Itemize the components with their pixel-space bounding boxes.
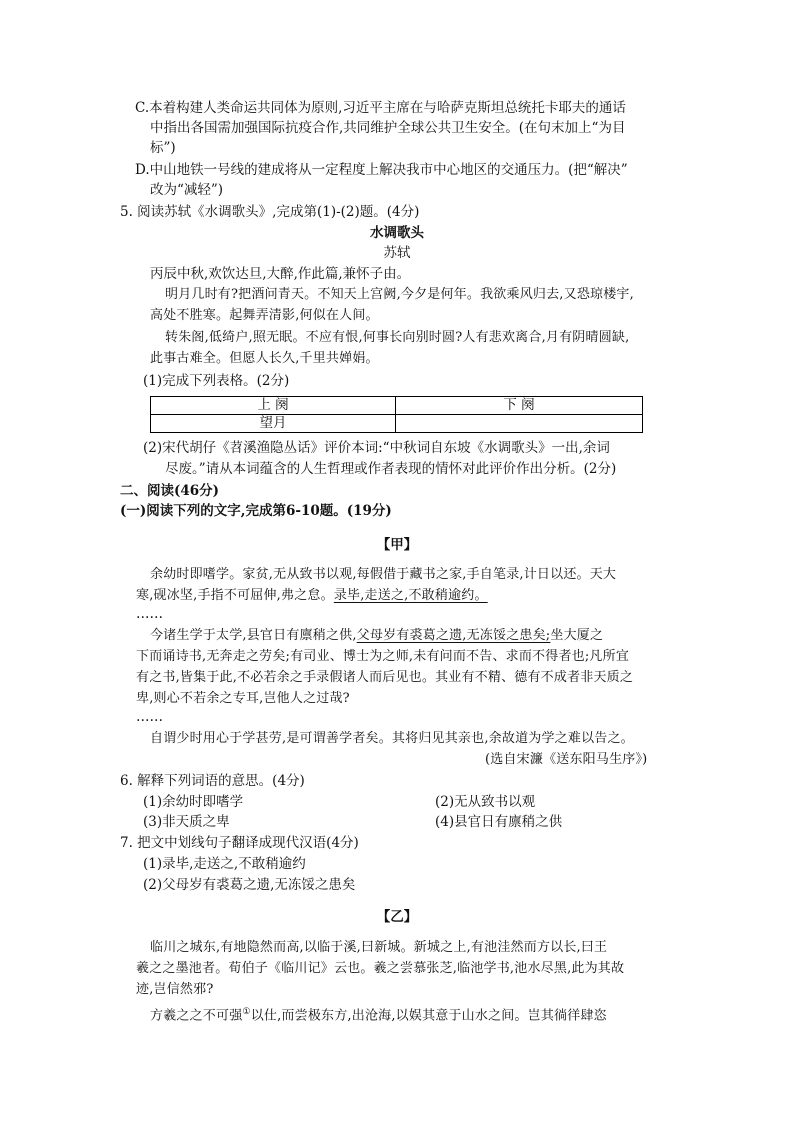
table-header-left: 上 阕 (151, 397, 396, 415)
footnote-marker: ① (242, 1007, 251, 1017)
q6-item3: (3)非天质之卑 (143, 814, 230, 830)
jia-p2-line3: 有之书,皆集于此,不必若余之手录假诸人而后见也。其业有不精、德有不成者非天质之 (136, 670, 634, 685)
poem-title: 水调歌头 (370, 225, 424, 241)
jia-p2-line1-c: 坐大厦之 (550, 628, 604, 643)
q7-stem: 7. 把文中划线句子翻译成现代汉语(4分) (120, 835, 359, 851)
jia-p2-line2: 下而诵诗书,无奔走之劳矣;有司业、博士为之师,未有问而不告、求而不得者也;凡所宜 (136, 649, 630, 664)
section2-part1: (一)阅读下列的文字,完成第6-10题。(19分) (120, 503, 392, 519)
q5-sub1: (1)完成下列表格。(2分) (143, 373, 290, 389)
option-d-line2: 改为“减轻”) (150, 182, 224, 198)
q6-item2: (2)无从致书以观 (435, 794, 536, 810)
jia-ellipsis-1: …… (136, 606, 163, 622)
table-cell-left: 望月 (151, 415, 396, 433)
q6-stem: 6. 解释下列词语的意思。(4分) (120, 773, 305, 789)
poem-stanza1-line1: 明月几时有?把酒问青天。不知天上宫阙,今夕是何年。我欲乘风归去,又恐琼楼宇, (165, 287, 634, 302)
table-cell-right[interactable] (396, 415, 643, 433)
q5-sub2-line2: 尽废。”请从本词蕴含的人生哲理或作者表现的情怀对此评价作出分析。(2分) (165, 461, 617, 477)
q7-item2: (2)父母岁有裘葛之遗,无冻馁之患矣 (143, 877, 356, 893)
poem-author: 苏轼 (383, 245, 411, 261)
answer-table (150, 396, 643, 433)
jia-p2-line1-a: 今诸生学于太学,县官日有廪稍之供, (150, 628, 357, 643)
jia-ellipsis-2: …… (136, 709, 163, 725)
table-header-right: 下 阕 (396, 397, 643, 415)
option-d-line1: D.中山地铁一号线的建成将从一定程度上解决我市中心地区的交通压力。(把“解决” (135, 162, 628, 178)
option-c-line1: C.本着构建人类命运共同体为原则,习近平主席在与哈萨克斯坦总统托卡耶夫的通话 (135, 100, 626, 116)
jia-p2-line4: 卑,则心不若余之专耳,岂他人之过哉? (136, 691, 350, 706)
section2-heading: 二、阅读(46分) (120, 483, 220, 499)
jia-source: (选自宋濂《送东阳马生序》) (485, 752, 648, 767)
q5-sub2-line1: (2)宋代胡仔《苕溪渔隐丛话》评价本词:“中秋词自东坡《水调歌头》一出,余词 (143, 440, 610, 456)
q6-item4: (4)县官日有廪稍之供 (435, 814, 563, 830)
yi-p2-line1-a: 方羲之之不可强 (150, 1008, 243, 1024)
yi-label: 【乙】 (376, 909, 418, 925)
q5-stem: 5. 阅读苏轼《水调歌头》,完成第(1)-(2)题。(4分) (120, 204, 420, 220)
jia-p3: 自谓少时用心于学甚劳,是可谓善学者矣。其将归见其亲也,余故道为学之难以告之。 (150, 731, 634, 746)
yi-p1-line1: 临川之城东,有地隐然而高,以临于溪,曰新城。新城之上,有池洼然而方以长,曰王 (150, 940, 608, 955)
option-c-line2: 中指出各国需加强国际抗疫合作,共同维护全球公共卫生安全。(在句末加上“为目 (150, 120, 626, 136)
jia-p1-line2 (136, 586, 488, 606)
jia-p2-line1 (150, 626, 603, 646)
yi-p1-line3: 迹,岂信然邪? (136, 982, 214, 997)
poem-stanza2-line2: 此事古难全。但愿人长久,千里共婵娟。 (150, 351, 379, 366)
jia-underlined-sentence-2: 父母岁有裘葛之遗,无冻馁之患矣; (356, 628, 551, 643)
yi-p2-line1-b: 以仕,而尝极东方,出沧海,以娱其意于山水之间。岂其徜徉肆恣 (250, 1008, 607, 1024)
q7-item1: (1)录毕,走送之,不敢稍逾约 (143, 856, 306, 872)
poem-stanza1-line2: 高处不胜寒。起舞弄清影,何似在人间。 (150, 308, 379, 323)
jia-label: 【甲】 (376, 537, 418, 553)
jia-p1-line1: 余幼时即嗜学。家贫,无从致书以观,每假借于藏书之家,手自笔录,计日以还。天大 (150, 567, 617, 582)
poem-preface: 丙辰中秋,欢饮达旦,大醉,作此篇,兼怀子由。 (150, 266, 411, 282)
yi-p1-line2: 羲之之墨池者。荀伯子《临川记》云也。羲之尝慕张芝,临池学书,池水尽黑,此为其故 (136, 961, 625, 976)
option-c-line3: 标”) (150, 140, 176, 156)
jia-underlined-sentence-1: 录毕,走送之,不敢稍逾约。 (333, 588, 488, 603)
yi-p2-line1 (150, 1002, 607, 1026)
poem-stanza2-line1: 转朱阁,低绮户,照无眠。不应有恨,何事长向别时圆?人有悲欢离合,月有阴晴圆缺, (165, 330, 630, 345)
jia-p1-line2-plain: 寒,砚冰坚,手指不可屈伸,弗之怠。 (136, 588, 334, 603)
q6-item1: (1)余幼时即嗜学 (143, 794, 244, 810)
